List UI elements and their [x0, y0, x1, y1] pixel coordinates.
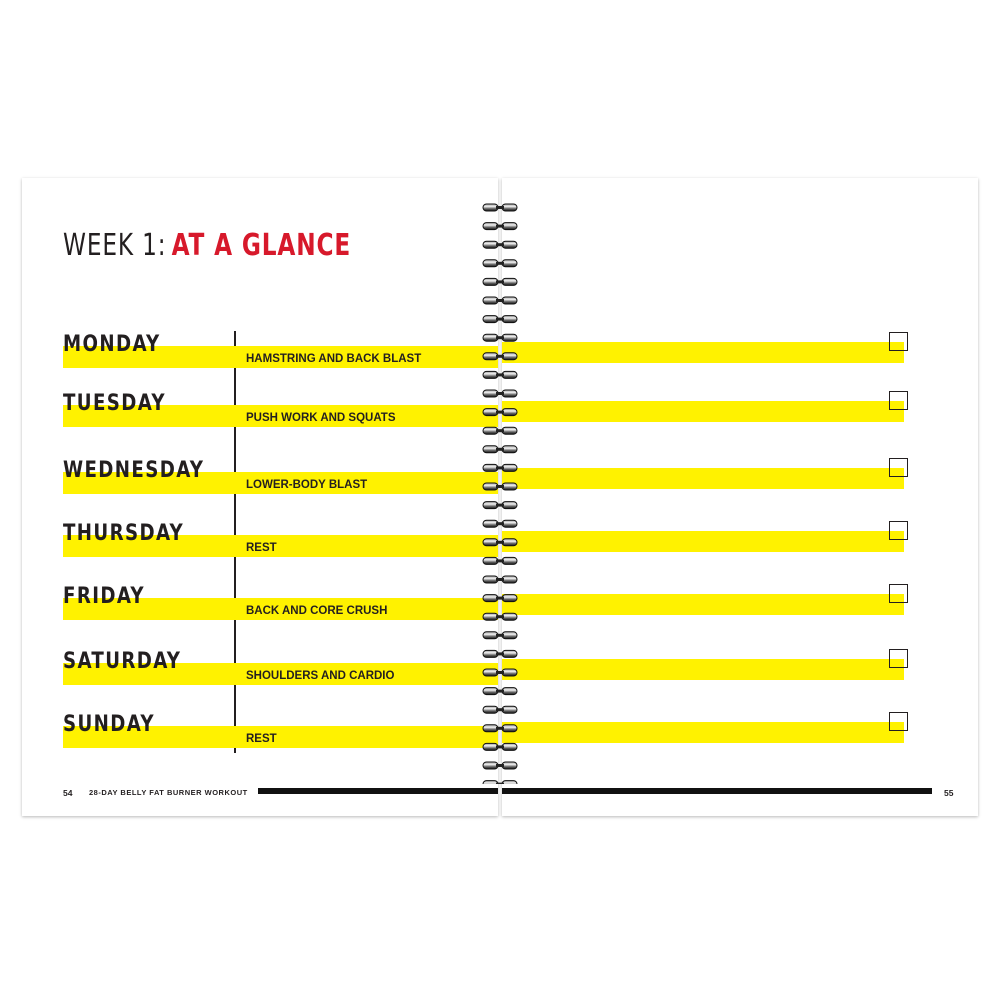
completion-checkbox[interactable]	[889, 521, 908, 540]
spiral-coil	[483, 650, 517, 657]
spiral-coil	[483, 483, 517, 490]
day-row-monday	[22, 332, 498, 392]
highlight-band	[502, 531, 904, 552]
checkbox-row-saturday	[502, 649, 978, 689]
workout-label: PUSH WORK AND SQUATS	[246, 412, 396, 424]
spiral-coil	[483, 427, 517, 434]
spiral-coil	[483, 353, 517, 360]
spiral-coil	[483, 316, 517, 323]
left-page	[22, 178, 498, 816]
workout-label: HAMSTRING AND BACK BLAST	[246, 353, 422, 365]
completion-checkbox[interactable]	[889, 649, 908, 668]
day-row-sunday	[22, 712, 498, 772]
spiral-coil	[483, 223, 517, 230]
spiral-coil	[483, 464, 517, 471]
running-title: 28-DAY BELLY FAT BURNER WORKOUT	[89, 788, 248, 797]
completion-checkbox[interactable]	[889, 458, 908, 477]
completion-checkbox[interactable]	[889, 332, 908, 351]
day-label: SATURDAY	[63, 649, 182, 674]
day-label: WEDNESDAY	[63, 458, 205, 483]
page-number: 55	[944, 788, 954, 798]
spiral-coil	[483, 409, 517, 416]
checkbox-row-sunday	[502, 712, 978, 752]
spiral-coil	[483, 781, 517, 784]
spiral-coil	[483, 576, 517, 583]
checkbox-row-thursday	[502, 521, 978, 561]
highlight-band	[502, 401, 904, 422]
workout-label: REST	[246, 733, 277, 745]
highlight-band	[502, 659, 904, 680]
spiral-coil	[483, 539, 517, 546]
day-label: TUESDAY	[63, 391, 166, 416]
spiral-coil	[483, 613, 517, 620]
workout-label: LOWER-BODY BLAST	[246, 479, 368, 491]
day-row-thursday	[22, 521, 498, 581]
spiral-coil	[483, 632, 517, 639]
spiral-coil	[483, 557, 517, 564]
spiral-coil	[483, 669, 517, 676]
highlight-band	[502, 342, 904, 363]
title-at-a-glance: AT A GLANCE	[171, 228, 352, 263]
spiral-coil	[483, 688, 517, 695]
spiral-coil	[483, 706, 517, 713]
completion-checkbox[interactable]	[889, 712, 908, 731]
footer-rule	[502, 788, 932, 794]
highlight-band	[502, 722, 904, 743]
spiral-coil	[483, 725, 517, 732]
spiral-coil	[483, 743, 517, 750]
spiral-coil	[483, 278, 517, 285]
spiral-coil	[483, 334, 517, 341]
spiral-coil	[483, 446, 517, 453]
day-row-saturday	[22, 649, 498, 709]
highlight-band	[502, 594, 904, 615]
workout-label: REST	[246, 542, 277, 554]
highlight-band	[502, 468, 904, 489]
day-label: SUNDAY	[63, 712, 155, 737]
checkbox-row-monday	[502, 332, 978, 372]
spiral-coil	[483, 297, 517, 304]
title-week: WEEK 1:	[63, 228, 167, 263]
day-row-tuesday	[22, 391, 498, 451]
footer-rule	[258, 788, 498, 794]
page-number: 54	[63, 788, 73, 798]
right-page	[502, 178, 978, 816]
workout-label: SHOULDERS AND CARDIO	[246, 670, 395, 682]
page-title	[63, 228, 351, 264]
spiral-coil	[483, 502, 517, 509]
checkbox-row-friday	[502, 584, 978, 624]
spiral-coil	[483, 371, 517, 378]
checkbox-row-wednesday	[502, 458, 978, 498]
spiral-binding	[480, 200, 520, 784]
spiral-coil	[483, 260, 517, 267]
spiral-coil	[483, 520, 517, 527]
day-label: FRIDAY	[63, 584, 145, 609]
day-row-friday	[22, 584, 498, 644]
workout-label: BACK AND CORE CRUSH	[246, 605, 388, 617]
completion-checkbox[interactable]	[889, 584, 908, 603]
checkbox-row-tuesday	[502, 391, 978, 431]
spiral-coil	[483, 595, 517, 602]
day-label: THURSDAY	[63, 521, 185, 546]
spiral-coil	[483, 241, 517, 248]
spiral-coil	[483, 762, 517, 769]
day-row-wednesday	[22, 458, 498, 518]
spiral-coil	[483, 204, 517, 211]
day-label: MONDAY	[63, 332, 161, 357]
completion-checkbox[interactable]	[889, 391, 908, 410]
spiral-coil	[483, 390, 517, 397]
